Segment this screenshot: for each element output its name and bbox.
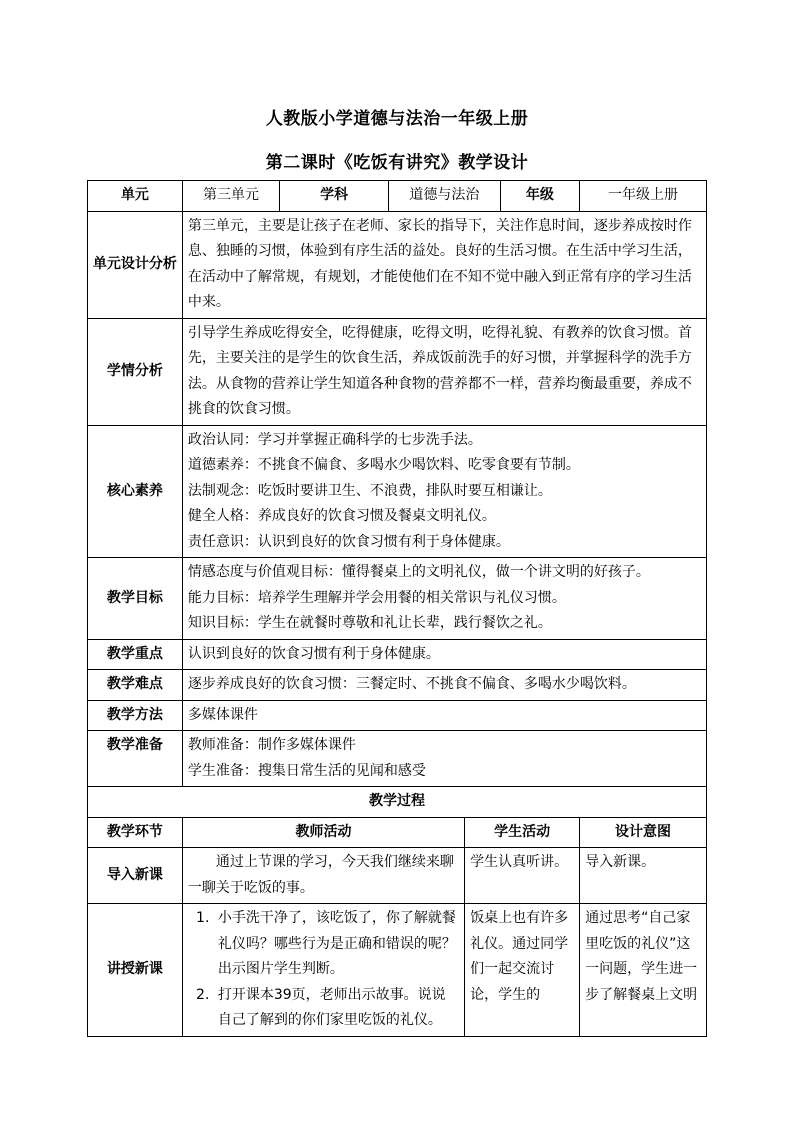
table-row [88,817,707,848]
grade-label: 年级 [500,181,579,212]
unit-analysis-label: 单元设计分析 [88,211,183,318]
new-lesson-intent: 通过思考“自己家里吃饭的礼仪”这一问题，学生进一步了解餐桌上文明 [580,904,707,1037]
unit-label: 单元 [88,181,183,212]
goals-cell [182,558,706,640]
process-col-teacher: 教师活动 [182,817,464,848]
table-row [88,639,707,670]
table-row [88,731,707,787]
table-row [88,700,707,731]
table-row [88,558,707,640]
preparation-line: 教师准备：制作多媒体课件 [187,737,356,753]
core-literacy-cell [182,425,706,558]
student-analysis-label: 学情分析 [88,318,183,425]
key-point-label: 教学重点 [88,639,183,670]
lesson-plan-table [87,180,707,1037]
table-row [88,787,707,818]
process-header: 教学过程 [88,787,707,818]
new-lesson-student-activity: 饭桌上也有许多礼仪。通过同学们一起交流讨论，学生的 [465,904,580,1037]
method-text: 多媒体课件 [182,700,706,731]
process-col-stage: 教学环节 [88,817,183,848]
teacher-step: 2. 打开课本39页，老师出示故事。说说自己了解到的你们家里吃饭的礼仪。 [214,983,459,1034]
subject-value: 道德与法治 [389,181,500,212]
table-row [88,318,707,425]
process-col-intent: 设计意图 [580,817,707,848]
core-literacy-line: 法制观念：吃饭时要讲卫生、不浪费，排队时要互相谦让。 [187,482,552,499]
table-row [88,670,707,701]
difficulty-label: 教学难点 [88,670,183,701]
table-row [88,904,707,1037]
core-literacy-label: 核心素养 [88,425,183,558]
goals-label: 教学目标 [88,558,183,640]
table-row [88,425,707,558]
teacher-step: 1. 小手洗干净了，该吃饭了，你了解就餐礼仪吗？哪些行为是正确和错误的呢？出示图片学生判断。 [214,906,459,983]
difficulty-text: 逐步养成良好的饮食习惯：三餐定时、不挑食不偏食、多喝水少喝饮料。 [182,670,706,701]
preparation-label: 教学准备 [88,731,183,787]
preparation-line: 学生准备：搜集日常生活的见闻和感受 [187,762,426,779]
unit-value: 第三单元 [182,181,279,212]
table-row [88,181,707,212]
core-literacy-line: 政治认同：学习并掌握正确科学的七步洗手法。 [187,431,482,448]
method-label: 教学方法 [88,700,183,731]
unit-analysis-text: 第三单元，主要是让孩子在老师、家长的指导下，关注作息时间，逐步养成按时作息、独睡的习惯，体验到有序生活的益处。良好的生活习惯。在生活中学习生活，在活动中了解常规，有规划，才能使他们在不知不觉中融入到正常有序的学习生活中来。 [182,211,706,318]
grade-value: 一年级上册 [580,181,707,212]
student-analysis-text: 引导学生养成吃得安全，吃得健康，吃得文明，吃得礼貌、有教养的饮食习惯。首先，主要关注的是学生的饮食生活，养成饭前洗手的好习惯，并掌握科学的洗手方法。从食物的营养让学生知道各种食物的营养都不一样，营养均衡最重要，养成不挑食的饮食习惯。 [182,318,706,425]
intro-student-activity: 学生认真听讲。 [465,848,580,904]
document-title: 人教版小学道德与法治一年级上册 [265,109,529,129]
core-literacy-line: 责任意识：认识到良好的饮食习惯有利于身体健康。 [187,533,510,550]
stage-intro: 导入新课 [88,848,183,904]
goal-line: 知识目标：学生在就餐时尊敬和礼让长辈，践行餐饮之礼。 [187,615,552,631]
core-literacy-line: 健全人格：养成良好的饮食习惯及餐桌文明礼仪。 [187,508,496,524]
subject-label: 学科 [280,181,389,212]
stage-new-lesson: 讲授新课 [88,904,183,1037]
intro-teacher-activity: 通过上节课的学习，今天我们继续来聊一聊关于吃饭的事。 [182,848,464,904]
new-lesson-teacher-activity [182,904,464,1037]
table-row [88,211,707,318]
core-literacy-line: 道德素养：不挑食不偏食、多喝水少喝饮料、吃零食要有节制。 [187,457,580,473]
preparation-cell [182,731,706,787]
document-subtitle: 第二课时《吃饭有讲究》教学设计 [265,153,529,173]
intro-intent: 导入新课。 [580,848,707,904]
key-point-text: 认识到良好的饮食习惯有利于身体健康。 [182,639,706,670]
goal-line: 能力目标：培养学生理解并学会用餐的相关常识与礼仪习惯。 [187,589,566,606]
table-row [88,848,707,904]
goal-line: 情感态度与价值观目标：懂得餐桌上的文明礼仪，做一个讲文明的好孩子。 [187,564,650,580]
process-col-student: 学生活动 [465,817,580,848]
